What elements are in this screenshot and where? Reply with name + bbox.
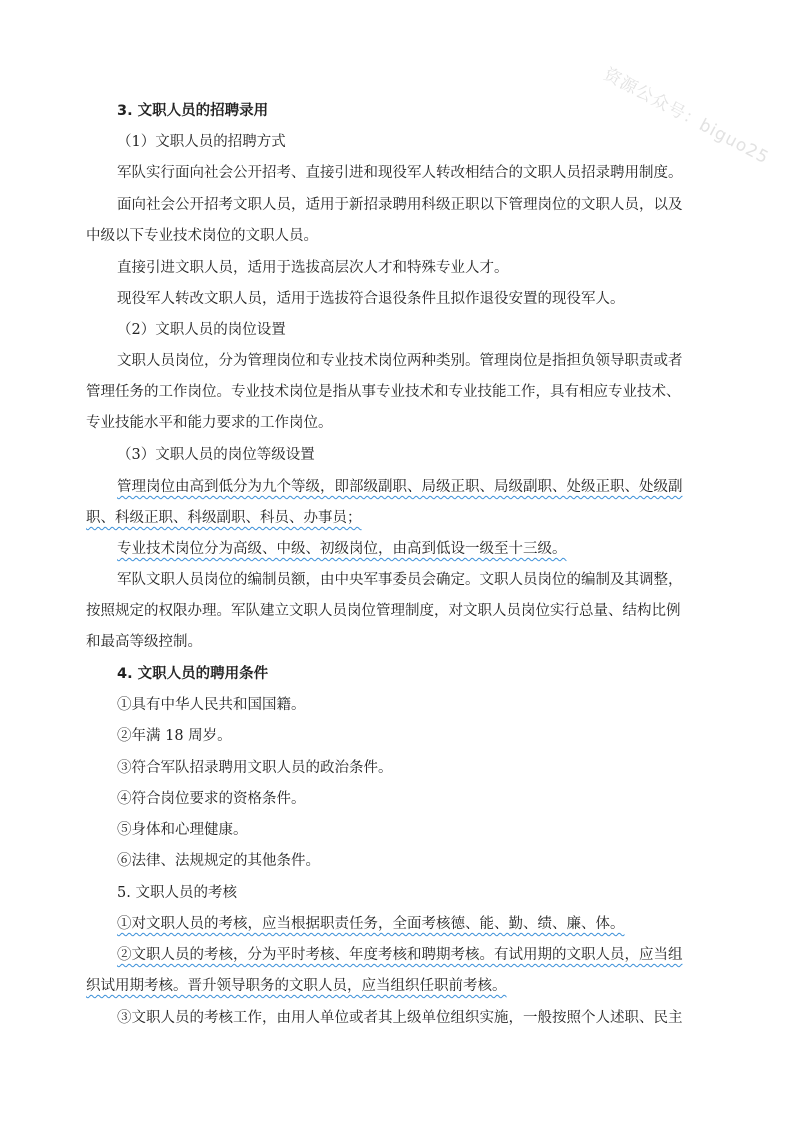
subheading-2: （2）文职人员的岗位设置 (117, 322, 286, 338)
paragraph-line: 专业技能水平和能力要求的工作岗位。 (86, 415, 333, 431)
list-item: ②年满 18 周岁。 (117, 728, 232, 744)
list-item: ⑥法律、法规规定的其他条件。 (117, 853, 320, 869)
paragraph-line: 面向社会公开招考文职人员，适用于新招录聘用科级正职以下管理岗位的文职人员，以及 (117, 197, 683, 213)
section-heading-3: 3. 文职人员的招聘录用 (117, 103, 269, 119)
list-item: ⑤身体和心理健康。 (117, 822, 248, 838)
watermark: 资源公众号：biguo25 (600, 64, 773, 169)
section-heading-4: 4. 文职人员的聘用条件 (117, 666, 269, 682)
list-item: ①具有中华人民共和国国籍。 (117, 697, 306, 713)
paragraph-line: 军队文职人员岗位的编制员额，由中央军事委员会确定。文职人员岗位的编制及其调整， (117, 572, 683, 588)
list-item: ④符合岗位要求的资格条件。 (117, 791, 306, 807)
underlined-line: 管理岗位由高到低分为九个等级，即部级副职、局级正职、局级副职、处级正职、处级副 (117, 479, 683, 495)
paragraph-line: ③文职人员的考核工作，由用人单位或者其上级单位组织实施，一般按照个人述职、民主 (117, 1010, 683, 1026)
subheading-3: （3）文职人员的岗位等级设置 (117, 447, 315, 463)
paragraph-line: 中级以下专业技术岗位的文职人员。 (86, 228, 318, 244)
paragraph-line: 直接引进文职人员，适用于选拔高层次人才和特殊专业人才。 (117, 260, 509, 276)
underlined-line: 职、科级正职、科级副职、科员、办事员； (86, 510, 362, 526)
paragraph-line: 文职人员岗位，分为管理岗位和专业技术岗位两种类别。管理岗位是指担负领导职责或者 (117, 353, 683, 369)
list-item: ③符合军队招录聘用文职人员的政治条件。 (117, 760, 393, 776)
paragraph-line: 现役军人转改文职人员，适用于选拔符合退役条件且拟作退役安置的现役军人。 (117, 291, 625, 307)
underlined-line: ②文职人员的考核，分为平时考核、年度考核和聘期考核。有试用期的文职人员，应当组 (117, 947, 683, 963)
underlined-line: 专业技术岗位分为高级、中级、初级岗位，由高到低设一级至十三级。 (117, 541, 567, 557)
section-heading-5: 5. 文职人员的考核 (117, 885, 237, 901)
paragraph-line: 和最高等级控制。 (86, 634, 202, 650)
paragraph-line: 军队实行面向社会公开招考、直接引进和现役军人转改相结合的文职人员招录聘用制度。 (117, 165, 683, 181)
underlined-line: 织试用期考核。晋升领导职务的文职人员，应当组织任职前考核。 (86, 978, 507, 994)
underlined-line: ①对文职人员的考核，应当根据职责任务，全面考核德、能、勤、绩、廉、体。 (117, 916, 625, 932)
paragraph-line: 按照规定的权限办理。军队建立文职人员岗位管理制度，对文职人员岗位实行总量、结构比例 (86, 603, 681, 619)
subheading-1: （1）文职人员的招聘方式 (117, 134, 286, 150)
paragraph-line: 管理任务的工作岗位。专业技术岗位是指从事专业技术和专业技能工作，具有相应专业技术、 (86, 384, 681, 400)
